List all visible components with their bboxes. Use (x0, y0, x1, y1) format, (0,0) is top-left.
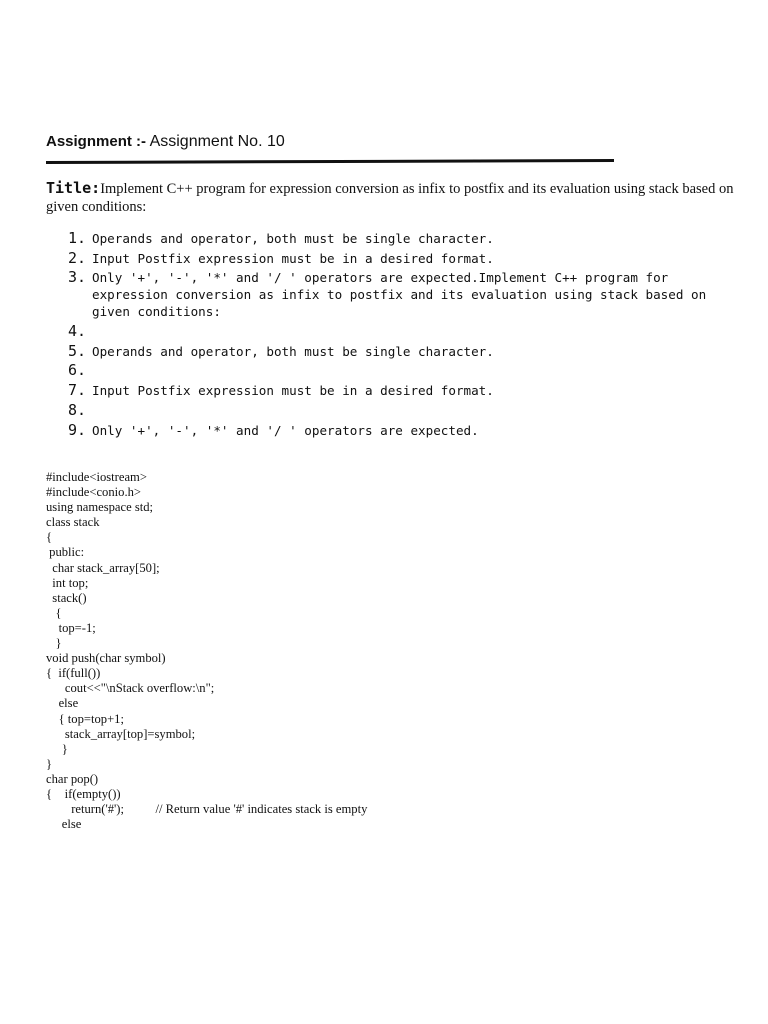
list-item-number: 2. (68, 248, 87, 267)
list-item-number: 6. (68, 361, 87, 380)
code-line: } (46, 741, 68, 756)
code-line: stack_array[top]=symbol; (46, 726, 196, 741)
code-line: return('#'); // Return value '#' indicates stack is empty (46, 802, 368, 817)
code-line: { if(full()) (46, 666, 101, 681)
list-item-text: Only '+', '-', '*' and '/ ' operators are expected. (92, 422, 479, 438)
code-line: } (46, 636, 62, 651)
assignment-number: Assignment No. 10 (149, 133, 285, 150)
code-line: public: (46, 545, 85, 560)
code-line: else (46, 696, 79, 711)
list-item (68, 250, 738, 267)
title-text: Implement C++ program for expression conversion as infix to postfix and its evaluation using stack based on given conditions: (46, 181, 734, 215)
code-line: class stack (46, 515, 100, 530)
list-item-number: 4. (68, 322, 87, 341)
code-line: void push(char symbol) (46, 651, 166, 666)
list-item-text: Only '+', '-', '*' and '/ ' operators are expected.Implement C++ program for expression conversion as infix to postfix and its evaluation using stack based on given conditions: (92, 270, 714, 320)
code-line: } (46, 756, 53, 771)
code-line: { (46, 530, 53, 545)
list-item-number: 8. (68, 400, 87, 419)
code-line: int top; (46, 575, 89, 590)
list-item-number: 3. (68, 268, 87, 287)
list-item (68, 323, 738, 340)
code-listing (46, 470, 367, 832)
list-item (68, 269, 738, 320)
code-line: { top=top+1; (46, 711, 124, 726)
code-line: using namespace std; (46, 500, 154, 515)
title-label: Title: (46, 179, 101, 197)
code-line: top=-1; (46, 620, 96, 635)
list-item (68, 382, 738, 399)
list-item-number: 7. (68, 381, 87, 400)
title-block (46, 179, 736, 216)
assignment-heading (46, 133, 285, 151)
list-item-text: Input Postfix expression must be in a desired format. (92, 250, 494, 266)
code-line: stack() (46, 590, 87, 605)
code-line: #include<conio.h> (46, 485, 141, 500)
list-item (68, 422, 738, 439)
list-item (68, 362, 738, 379)
list-item-number: 9. (68, 420, 87, 439)
code-line: char pop() (46, 771, 99, 786)
code-line: #include<iostream> (46, 470, 147, 484)
requirements-list (68, 230, 738, 441)
assignment-label: Assignment :- (46, 133, 147, 150)
list-item-text: Operands and operator, both must be single character. (92, 343, 494, 359)
code-line: else (46, 817, 82, 832)
list-item (68, 402, 738, 419)
code-line: { if(empty()) (46, 786, 121, 801)
list-item-text: Input Postfix expression must be in a desired format. (92, 383, 494, 399)
code-line: char stack_array[50]; (46, 560, 160, 575)
code-line: { (46, 605, 62, 620)
list-item-text: Operands and operator, both must be single character. (92, 231, 494, 246)
heading-divider (46, 159, 614, 164)
code-line: cout<<"\nStack overflow:\n"; (46, 681, 215, 696)
list-item (68, 230, 738, 247)
list-item-number: 5. (68, 341, 87, 360)
list-item (68, 343, 738, 360)
list-item-number: 1. (68, 229, 87, 247)
